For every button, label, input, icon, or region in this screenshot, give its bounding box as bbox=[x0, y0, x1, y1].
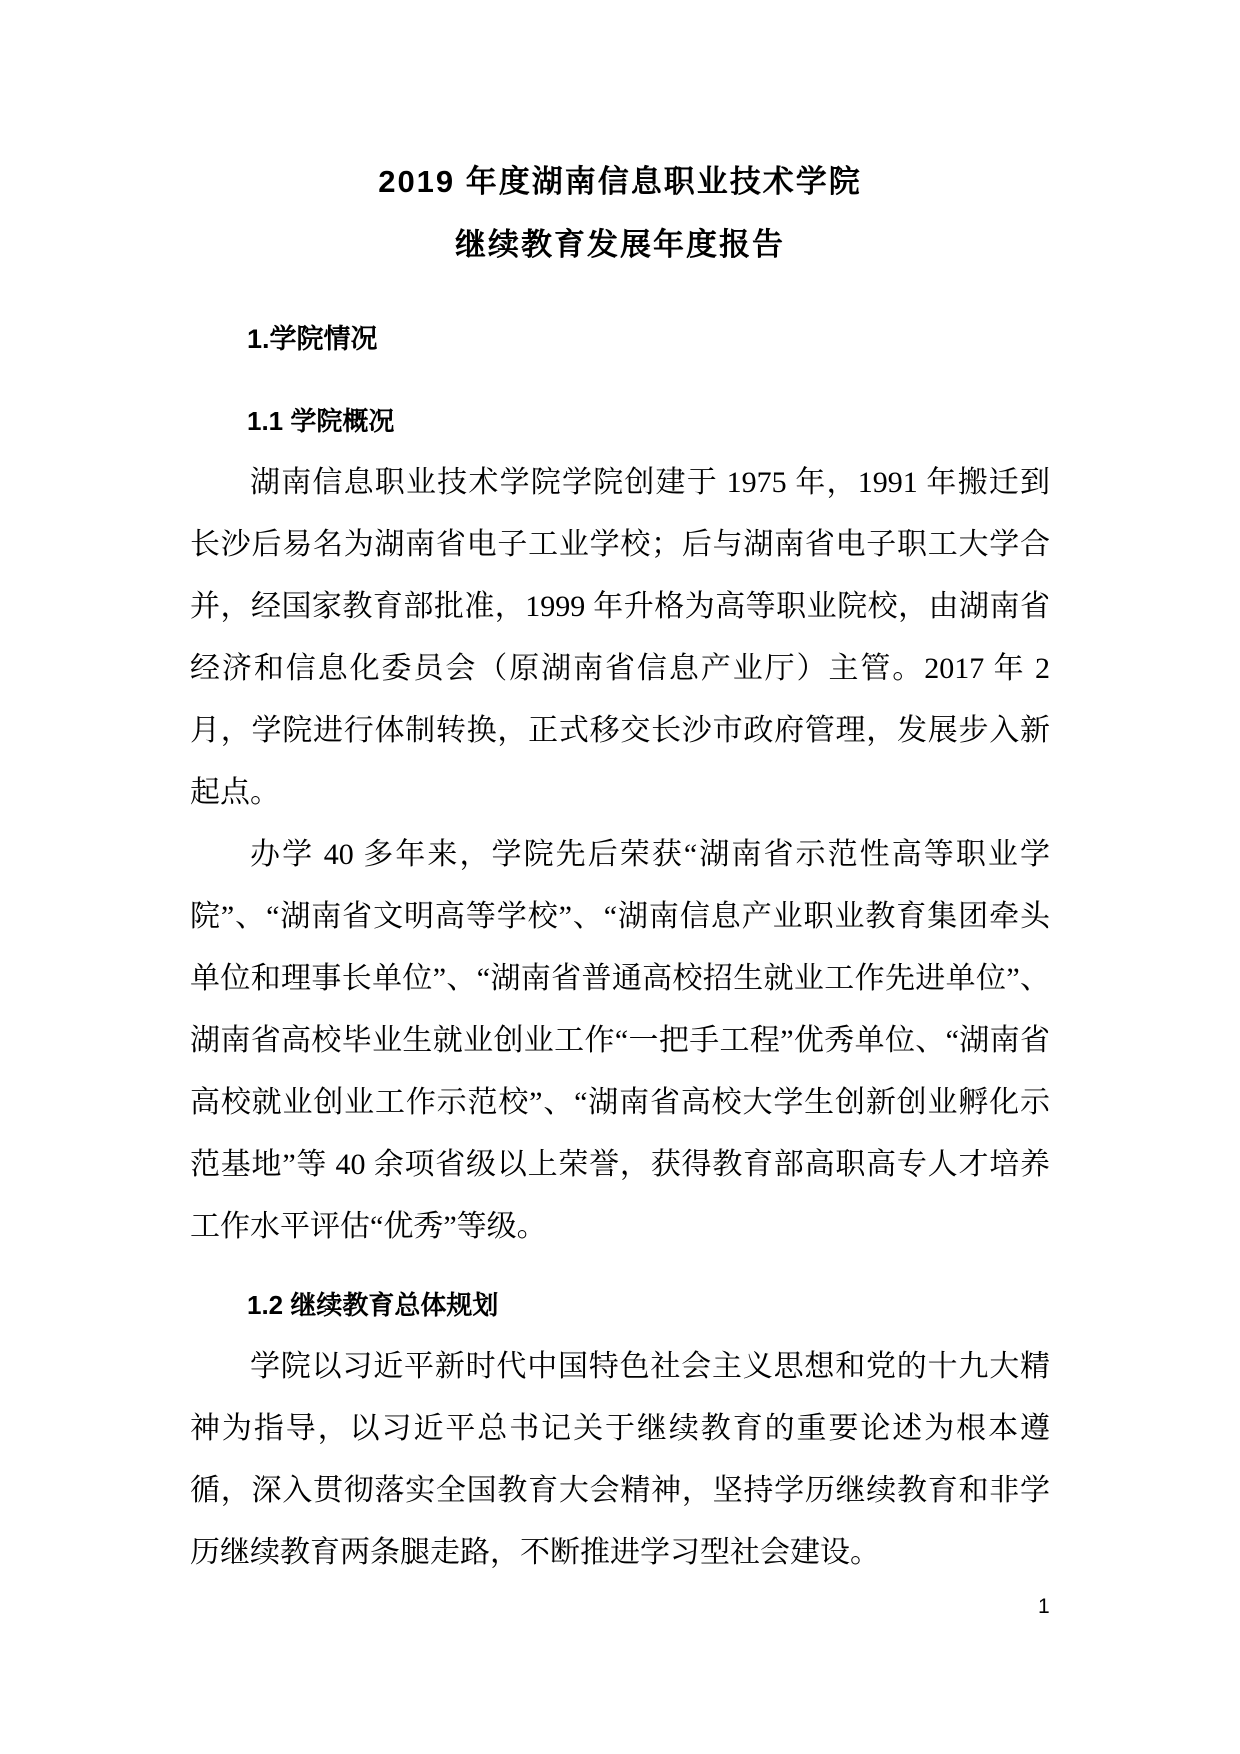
document-content bbox=[190, 0, 1050, 1584]
page-number: 1 bbox=[1038, 1595, 1050, 1618]
document-title-line-1: 2019 年度湖南信息职业技术学院 bbox=[378, 164, 862, 199]
paragraph-overview-history: 湖南信息职业技术学院学院创建于 1975 年，1991 年搬迁到长沙后易名为湖南省电子工业学校；后与湖南省电子职工大学合并，经国家教育部批准，1999 年升格为高等职业院校，由湖南省经济和信息化委员会（原湖南省信息产业厅）主管。2017 年 2 月，学院进行体制转换，正式移交长沙市政府管理，发展步入新起点。 bbox=[190, 466, 1050, 809]
section-heading-1: 1.学院情况 bbox=[247, 324, 378, 354]
paragraph-overview-honors: 办学 40 多年来，学院先后荣获“湖南省示范性高等职业学院”、“湖南省文明高等学校”、“湖南信息产业职业教育集团牵头单位和理事长单位”、“湖南省普通高校招生就业工作先进单位”、湖南省高校毕业生就业创业工作“一把手工程”优秀单位、“湖南省高校就业创业工作示范校”、“湖南省高校大学生创新创业孵化示范基地”等 40 余项省级以上荣誉，获得教育部高职高专人才培养工作水平评估“优秀”等级。 bbox=[190, 838, 1050, 1243]
document-title-line-2: 继续教育发展年度报告 bbox=[455, 227, 785, 262]
subsection-heading-1-1: 1.1 学院概况 bbox=[247, 406, 395, 436]
document-title bbox=[190, 0, 1050, 276]
paragraph-planning: 学院以习近平新时代中国特色社会主义思想和党的十九大精神为指导，以习近平总书记关于继续教育的重要论述为根本遵循，深入贯彻落实全国教育大会精神，坚持学历继续教育和非学历继续教育两条腿走路，不断推进学习型社会建设。 bbox=[190, 1350, 1050, 1569]
subsection-heading-1-2: 1.2 继续教育总体规划 bbox=[247, 1290, 499, 1320]
